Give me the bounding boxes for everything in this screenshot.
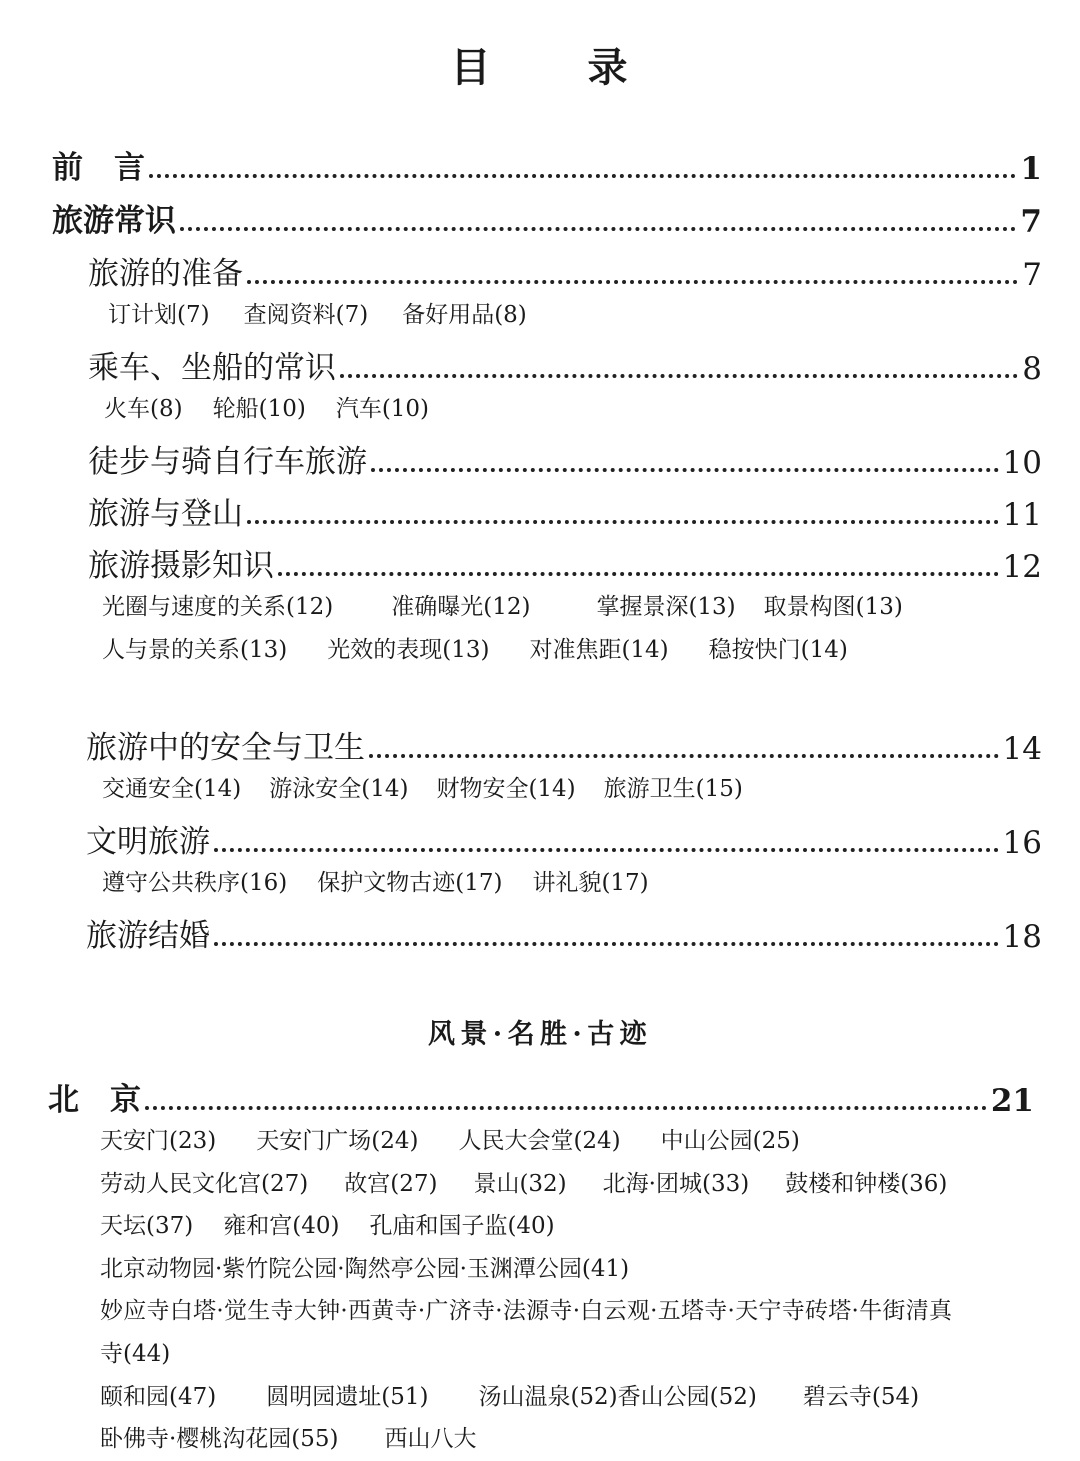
leader-dots — [149, 174, 1016, 178]
toc-entry-page: 18 — [1002, 919, 1042, 955]
leader-dots — [214, 942, 999, 946]
toc-subitem: 准确曝光(12) — [391, 594, 531, 620]
toc-subitem: 中山公园(25) — [660, 1128, 800, 1154]
toc-subitem: 备好用品(8) — [402, 302, 527, 328]
leader-dots — [247, 520, 999, 524]
toc-subitem: 取景构图(13) — [763, 594, 903, 620]
page-title — [0, 36, 1080, 93]
toc-subitem: 人与景的关系(13) — [102, 636, 288, 663]
toc-entry-label: 旅游摄影知识 — [88, 548, 274, 584]
toc-subitem: 汤山温泉(52) — [478, 1383, 618, 1410]
toc-subitem: 交通安全(14) — [102, 776, 242, 802]
toc-subitem: 北海·团城(33) — [602, 1170, 750, 1197]
toc-subitem: 天安门广场(24) — [256, 1128, 419, 1154]
leader-dots — [145, 1106, 987, 1110]
toc-subitem: 订计划(7) — [108, 302, 210, 328]
leader-dots — [214, 848, 999, 852]
leader-dots — [371, 468, 999, 472]
toc-subitem: 劳动人民文化宫(27) — [100, 1170, 309, 1197]
toc-subitem: 孔庙和国子监(40) — [369, 1213, 555, 1240]
title-char-2: 录 — [587, 44, 630, 91]
toc-entry-label: 旅游结婚 — [86, 918, 210, 954]
toc-subitem: 保护文物古迹(17) — [317, 870, 503, 896]
toc-subitem: 查阅资料(7) — [243, 302, 369, 328]
leader-dots — [180, 227, 1016, 231]
toc-subitem: 碧云寺(54) — [802, 1383, 920, 1410]
toc-subitem: 颐和园(47) — [100, 1383, 217, 1410]
toc-subitem: 景山(32) — [473, 1170, 567, 1197]
toc-entry-transport[interactable] — [0, 342, 1080, 387]
toc-subitem: 游泳安全(14) — [269, 776, 409, 802]
leader-dots — [340, 374, 1018, 378]
toc-subitem: 对准焦距(14) — [529, 636, 669, 663]
toc-subitem: 故宫(27) — [344, 1170, 438, 1197]
toc-subitem: 鼓楼和钟楼(36) — [785, 1170, 948, 1197]
toc-subitem: 北京动物园·紫竹院公园·陶然亭公园·玉渊潭公园(41) — [100, 1255, 630, 1282]
leader-dots — [247, 280, 1018, 284]
toc-subitem: 人民大会堂(24) — [458, 1128, 621, 1154]
toc-entry-page: 10 — [1002, 445, 1042, 481]
toc-subitem: 天安门(23) — [100, 1128, 217, 1154]
toc-subitems-photography — [102, 586, 984, 671]
toc-entry-label: 旅游的准备 — [88, 256, 243, 292]
toc-subitem: 讲礼貌(17) — [532, 870, 649, 896]
toc-entry-page: 12 — [1002, 549, 1042, 585]
toc-entry-wedding[interactable] — [0, 910, 1080, 955]
toc-entry-label: 旅游与登山 — [88, 496, 243, 532]
toc-subitem: 掌握景深(13) — [596, 594, 736, 620]
toc-entry-page: 7 — [1022, 257, 1042, 293]
toc-subitems-beijing — [100, 1120, 982, 1461]
toc-subitem: 雍和宫(40) — [223, 1213, 340, 1240]
toc-subitem: 火车(8) — [104, 396, 183, 422]
toc-entry-label: 旅游中的安全与卫生 — [86, 730, 365, 766]
toc-subitems-transport — [104, 388, 984, 430]
toc-entry-page: 1 — [1020, 151, 1042, 187]
section-heading: 风景·名胜·古迹 — [428, 1019, 652, 1050]
toc-subitem: 光圈与速度的关系(12) — [102, 594, 334, 620]
toc-subitem: 光效的表现(13) — [327, 636, 490, 663]
toc-subitem: 天坛(37) — [100, 1213, 194, 1240]
leader-dots — [369, 754, 999, 758]
toc-subitem: 香山公园(52) — [617, 1383, 757, 1410]
toc-subitem: 卧佛寺·樱桃沟花园(55) — [100, 1426, 339, 1453]
toc-entry-label: 徒步与骑自行车旅游 — [88, 444, 367, 480]
toc-entry-label: 北 京 — [48, 1082, 141, 1118]
toc-entry-page: 16 — [1002, 825, 1042, 861]
toc-entry-page: 11 — [1002, 497, 1042, 533]
toc-entry-page: 7 — [1020, 204, 1042, 240]
toc-entry-preface[interactable] — [0, 142, 1080, 187]
toc-subitem: 稳按快门(14) — [708, 636, 848, 663]
toc-entry-walking-cycling[interactable] — [0, 436, 1080, 481]
toc-entry-common-knowledge[interactable] — [0, 195, 1080, 240]
toc-entry-page: 8 — [1022, 351, 1042, 387]
toc-subitem: 轮船(10) — [212, 396, 306, 422]
toc-subitems-safety — [102, 768, 982, 810]
toc-entry-label: 旅游常识 — [52, 203, 176, 239]
toc-entry-safety[interactable] — [0, 722, 1080, 767]
toc-entry-label: 前 言 — [52, 150, 145, 186]
toc-subitem: 西山八大 — [384, 1426, 477, 1453]
toc-subitem: 遵守公共秩序(16) — [102, 870, 288, 896]
toc-entry-climbing[interactable] — [0, 488, 1080, 533]
toc-subitem: 妙应寺白塔·觉生寺大钟·西黄寺·广济寺·法源寺·白云观·五塔寺·天宁寺砖塔·牛街清真寺(44) — [100, 1298, 952, 1367]
title-char-1: 目 — [450, 44, 493, 91]
toc-entry-label: 乘车、坐船的常识 — [88, 350, 336, 386]
toc-subitems-preparation — [108, 294, 988, 336]
toc-entry-label: 文明旅游 — [86, 824, 210, 860]
toc-entry-civilized[interactable] — [0, 816, 1080, 861]
toc-entry-photography[interactable] — [0, 540, 1080, 585]
toc-entry-page: 14 — [1002, 731, 1042, 767]
toc-subitems-civilized — [102, 862, 982, 904]
toc-subitem: 旅游卫生(15) — [603, 776, 743, 802]
toc-entry-page: 21 — [990, 1083, 1034, 1119]
toc-subitem: 圆明园遗址(51) — [266, 1383, 429, 1410]
leader-dots — [278, 572, 999, 576]
toc-subitem: 汽车(10) — [335, 396, 430, 422]
toc-subitem: 财物安全(14) — [436, 776, 576, 802]
toc-entry-preparation[interactable] — [0, 248, 1080, 293]
toc-entry-beijing[interactable] — [0, 1074, 1080, 1119]
